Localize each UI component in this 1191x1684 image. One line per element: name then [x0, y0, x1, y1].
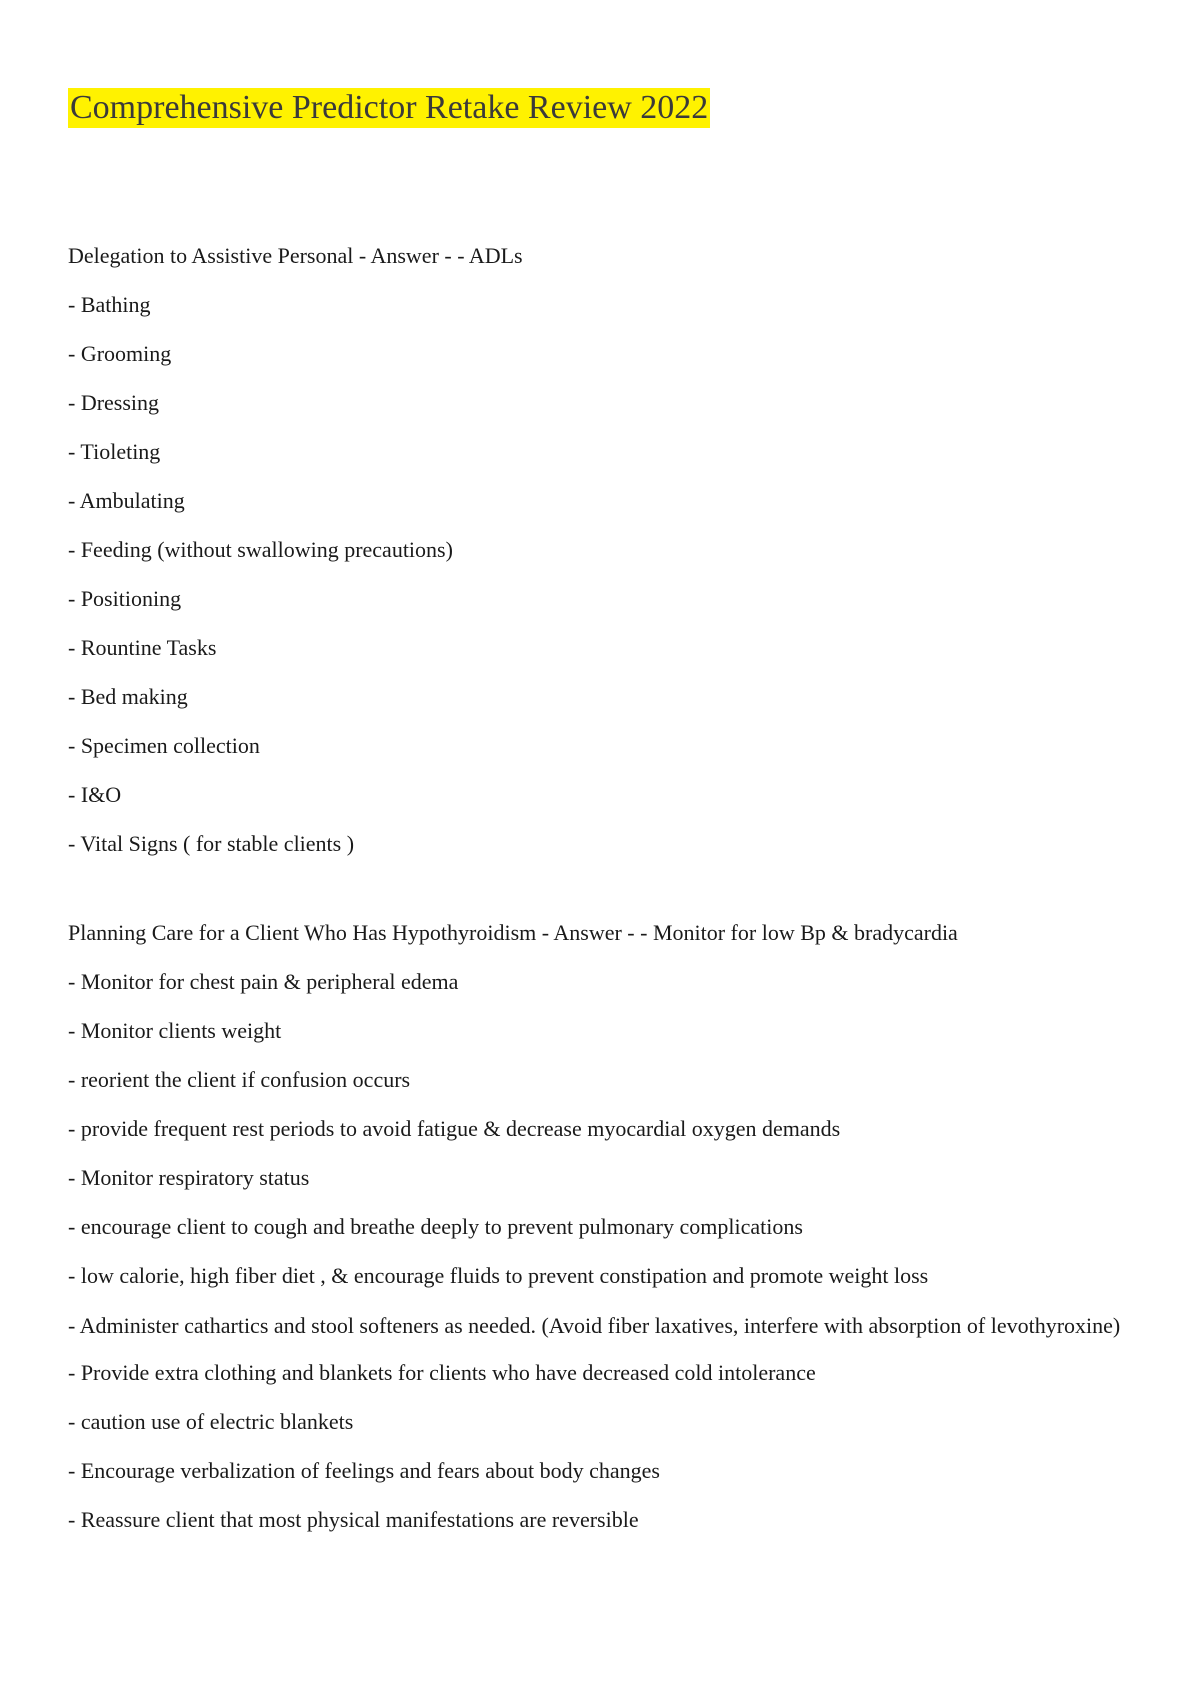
list-item: - Tioleting: [68, 439, 161, 464]
list-item: - Monitor clients weight: [68, 1018, 282, 1043]
list-item: - Specimen collection: [68, 733, 260, 758]
list-item: - Ambulating: [68, 488, 185, 513]
list-item: - reorient the client if confusion occurs: [68, 1067, 411, 1092]
section-hypothyroidism: [68, 920, 1128, 1556]
list-item: - provide frequent rest periods to avoid fatigue & decrease myocardial oxygen demands: [68, 1116, 841, 1141]
section-delegation: [68, 243, 1128, 880]
list-item: - Monitor for chest pain & peripheral edema: [68, 969, 459, 994]
document-title: Comprehensive Predictor Retake Review 2022: [70, 89, 709, 126]
list-item: - encourage client to cough and breathe deeply to prevent pulmonary complications: [68, 1214, 803, 1239]
list-item: - Grooming: [68, 341, 172, 366]
list-item: - low calorie, high fiber diet , & encourage fluids to prevent constipation and promote weight loss: [68, 1263, 929, 1288]
section-heading: Planning Care for a Client Who Has Hypothyroidism - Answer - - Monitor for low Bp & bradycardia: [68, 920, 958, 945]
list-item: - Dressing: [68, 390, 160, 415]
list-item: - Encourage verbalization of feelings and fears about body changes: [68, 1458, 660, 1483]
list-item: - Administer cathartics and stool softeners as needed. (Avoid fiber laxatives, interfere with absorption of levothyroxine): [68, 1313, 1121, 1338]
list-item: - Provide extra clothing and blankets for clients who have decreased cold intolerance: [68, 1360, 816, 1385]
list-item: - Vital Signs ( for stable clients ): [68, 831, 355, 856]
list-item: - Bathing: [68, 292, 151, 317]
list-item: - Monitor respiratory status: [68, 1165, 310, 1190]
list-item: - Rountine Tasks: [68, 635, 217, 660]
list-item: - Positioning: [68, 586, 182, 611]
list-item: - caution use of electric blankets: [68, 1409, 354, 1434]
list-item: - I&O: [68, 782, 122, 807]
list-item: - Reassure client that most physical manifestations are reversible: [68, 1507, 639, 1532]
list-item: - Bed making: [68, 684, 188, 709]
section-heading: Delegation to Assistive Personal - Answer - - ADLs: [68, 243, 523, 268]
list-item: - Feeding (without swallowing precautions): [68, 537, 453, 562]
